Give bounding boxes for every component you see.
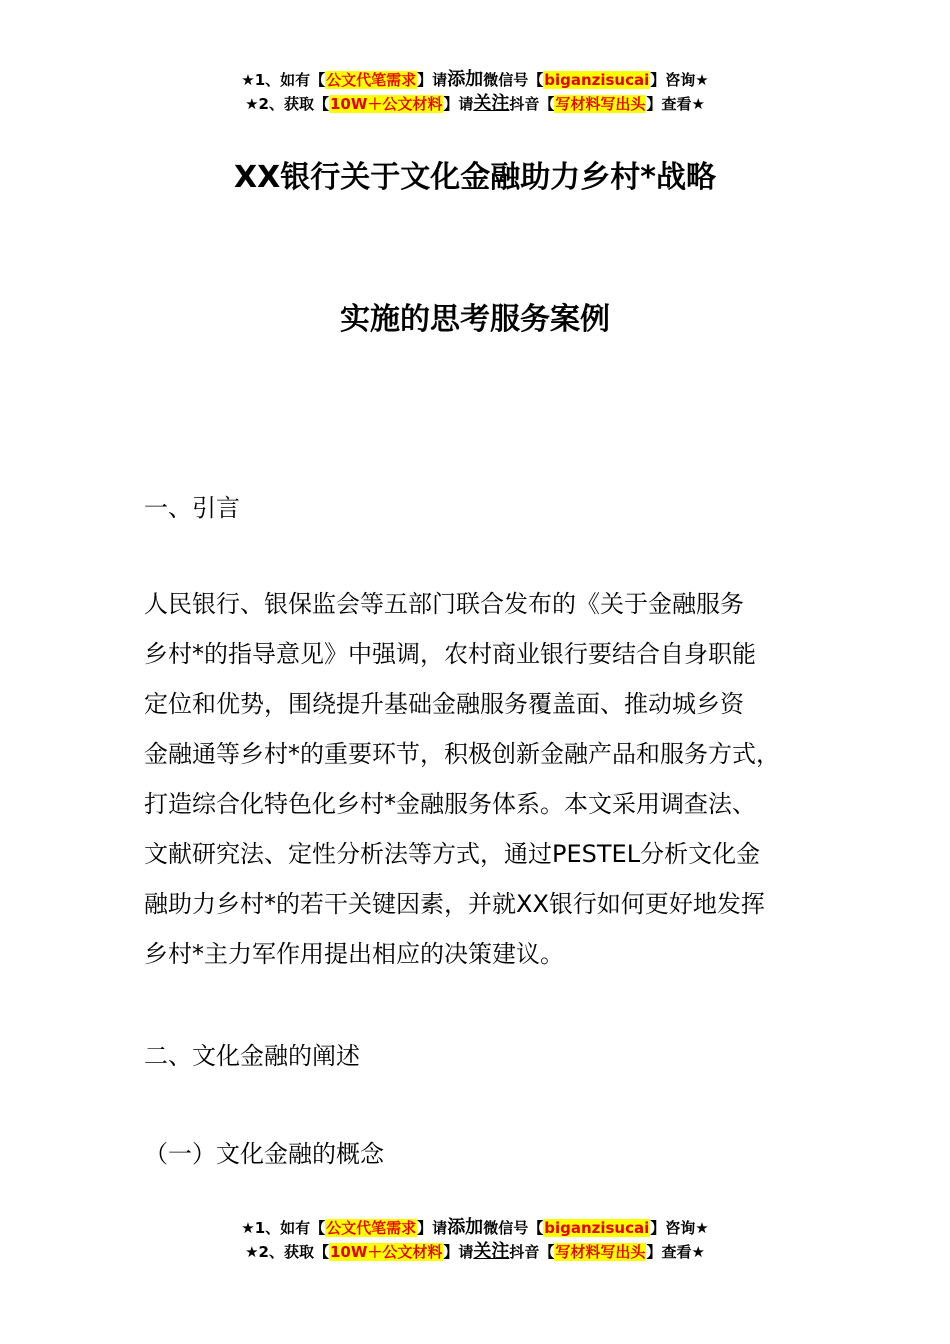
banner-text: 抖音【 [509,1243,555,1261]
banner-text: 】咨询 [650,1219,696,1237]
paragraph-line: 文献研究法、定性分析法等方式，通过PESTEL分析文化金 [144,840,761,868]
banner-text: 2、获取【 [258,1243,329,1261]
emphasis-text: 关注 [473,93,510,114]
banner-line-2 [0,1240,950,1264]
paragraph-line: 人民银行、银保监会等五部门联合发布的《关于金融服务 [144,590,744,618]
header-banner [0,68,950,116]
star-icon: ★ [241,1219,255,1237]
introduction-paragraph [144,579,844,979]
banner-line-1 [0,68,950,92]
highlight-text: 公文代笔需求 [326,71,417,89]
highlight-text: 10W＋公文材料 [329,1243,443,1261]
banner-text: 1、如有【 [254,71,326,89]
banner-text: 微信号【 [483,71,544,89]
banner-text: 】查看 [646,1243,692,1261]
document-title-line-1: XX银行关于文化金融助力乡村*战略 [234,160,716,195]
wechat-id: biganzisucai [544,1219,650,1237]
section-heading-introduction: 一、引言 [144,494,240,522]
star-icon: ★ [695,71,709,89]
paragraph-line: 定位和优势，围绕提升基础金融服务覆盖面、推动城乡资 [144,690,744,718]
emphasis-text: 添加 [447,69,484,90]
banner-text: 】请 [417,71,448,89]
banner-text: 】请 [417,1219,448,1237]
paragraph-line: 金融通等乡村*的重要环节，积极创新金融产品和服务方式， [144,740,780,768]
highlight-text: 10W＋公文材料 [329,95,443,113]
banner-text: 】请 [443,95,474,113]
banner-text: 】请 [443,1243,474,1261]
banner-text: 】咨询 [650,71,696,89]
star-icon: ★ [245,95,259,113]
star-icon: ★ [691,1243,705,1261]
document-title-line-2: 实施的思考服务案例 [340,302,610,337]
banner-line-1 [0,1216,950,1240]
banner-text: 1、如有【 [254,1219,326,1237]
highlight-text: 公文代笔需求 [326,1219,417,1237]
star-icon: ★ [695,1219,709,1237]
emphasis-text: 添加 [447,1217,484,1238]
paragraph-line: 打造综合化特色化乡村*金融服务体系。本文采用调查法、 [144,790,756,818]
star-icon: ★ [691,95,705,113]
banner-line-2 [0,92,950,116]
banner-text: 】查看 [646,95,692,113]
wechat-id: biganzisucai [544,71,650,89]
paragraph-line: 融助力乡村*的若干关键因素，并就XX银行如何更好地发挥 [144,890,765,918]
paragraph-line: 乡村*的指导意见》中强调，农村商业银行要结合自身职能 [144,640,756,668]
emphasis-text: 关注 [473,1241,510,1262]
paragraph-line: 乡村*主力军作用提出相应的决策建议。 [144,940,564,968]
douyin-account: 写材料写出头 [555,1243,646,1261]
star-icon: ★ [241,71,255,89]
banner-text: 2、获取【 [258,95,329,113]
star-icon: ★ [245,1243,259,1261]
footer-banner [0,1216,950,1264]
section-heading-cultural-finance: 二、文化金融的阐述 [144,1042,360,1070]
banner-text: 抖音【 [509,95,555,113]
subsection-heading-concept: （一）文化金融的概念 [144,1140,384,1168]
douyin-account: 写材料写出头 [555,95,646,113]
banner-text: 微信号【 [483,1219,544,1237]
